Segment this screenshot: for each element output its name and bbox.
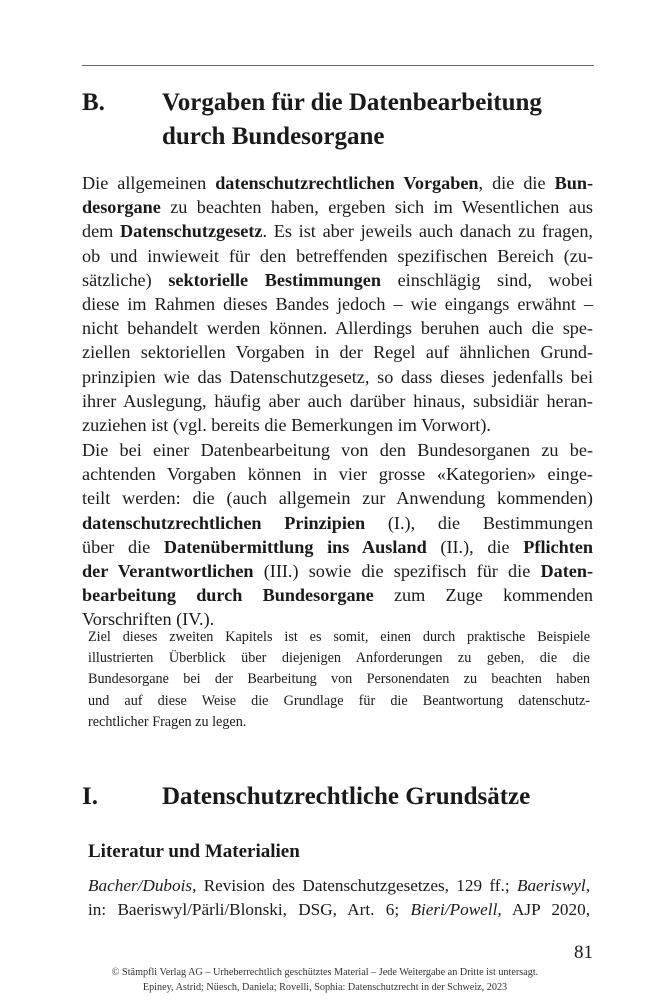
literature-list xyxy=(88,874,590,922)
paragraph-line xyxy=(82,244,593,268)
paragraph-line xyxy=(82,292,593,316)
paragraph-line xyxy=(82,171,593,195)
text-run: sätzliche) xyxy=(82,269,169,290)
paragraph-line xyxy=(82,413,593,437)
paragraph-line xyxy=(82,535,593,559)
bold-term: bearbeitung durch Bundesorgane xyxy=(82,585,374,606)
paragraph-line xyxy=(82,365,593,389)
text-run: diese im Rahmen dieses Bandes jedoch – wie eingangs erwähnt – xyxy=(82,293,593,314)
bold-term: Datenschutzgesetz xyxy=(120,221,263,242)
text-run: zuziehen ist (vgl. bereits die Bemerkungen im Vorwort). xyxy=(82,414,491,435)
text-run: nicht behandelt werden können. Allerdings beruhen auch die spe- xyxy=(82,318,593,339)
author-citation: Baeriswyl xyxy=(516,876,586,895)
note-line: illustrierten Überblick über diejenigen Anforderungen zu geben, die die xyxy=(88,650,590,667)
note-line: Ziel dieses zweiten Kapitels ist es somit, einen durch praktische Beispiele xyxy=(88,629,590,645)
text-run: (III.) sowie die spezifisch für die xyxy=(253,560,541,581)
bold-term: Pflichten xyxy=(523,536,593,557)
citation-footer: Epiney, Astrid; Nüesch, Daniela; Rovelli, Sophia: Datenschutzrecht in der Schweiz, 2023 xyxy=(142,982,508,993)
text-run: ihrer Auslegung, häufig aber auch darüber hinaus, subsidiär heran- xyxy=(82,390,593,411)
author-citation: Bacher/Dubois xyxy=(88,876,193,895)
text-run: , Revision des Datenschutzgesetzes, 129 ff.; xyxy=(192,876,517,895)
chapter-goal-note xyxy=(88,627,590,733)
copyright-footer: © Stämpfli Verlag AG – Urheberrechtlich geschütztes Material – Jede Weitergabe an Dritte ist untersagt. xyxy=(111,967,539,978)
page-number: 81 xyxy=(574,942,593,963)
text-run: über die xyxy=(82,536,164,557)
bold-term: desorgane xyxy=(82,197,161,218)
text-run: Die allgemeinen xyxy=(82,173,216,193)
section-b-number: B. xyxy=(82,89,105,116)
text-run: dem xyxy=(82,221,121,242)
note-line: rechtlicher Fragen zu legen. xyxy=(88,713,247,730)
bold-term: Daten- xyxy=(540,560,593,581)
paragraph-line xyxy=(82,438,593,462)
text-run: zu beachten haben, ergeben sich im Wesentlichen aus xyxy=(160,197,593,218)
section-i-number: I. xyxy=(82,783,98,810)
paragraph-line xyxy=(82,389,593,413)
paragraph-line xyxy=(82,268,593,292)
bold-term: sektorielle Bestimmungen xyxy=(168,269,381,290)
paragraph-1 xyxy=(82,171,593,437)
paragraph-line xyxy=(82,340,593,364)
section-b-title-line1: Vorgaben für die Datenbearbeitung xyxy=(162,89,542,116)
paragraph-line xyxy=(82,486,593,510)
bold-term: Bun- xyxy=(554,173,593,193)
text-run: Die bei einer Datenbearbeitung von den Bundesorganen zu be- xyxy=(82,440,593,460)
header-rule xyxy=(82,65,594,66)
text-run: einschlägig sind, wobei xyxy=(380,269,593,290)
text-run: (I.), die Bestimmungen xyxy=(365,512,593,533)
paragraph-line xyxy=(82,195,593,219)
paragraph-line xyxy=(82,511,593,535)
literature-heading: Literatur und Materialien xyxy=(88,841,300,862)
section-i-title: Datenschutzrechtliche Grundsätze xyxy=(162,783,531,810)
text-run: zum Zuge kommenden xyxy=(373,585,593,606)
paragraph-2 xyxy=(82,438,593,632)
paragraph-line xyxy=(82,559,593,583)
text-run: Vorschriften (IV.). xyxy=(82,609,215,630)
text-run: (II.), die xyxy=(426,536,524,557)
bold-term: datenschutzrechtlichen Vorgaben xyxy=(215,173,479,193)
text-run: AJP 2020, xyxy=(501,900,591,919)
note-line: und auf diese Weise die Grundlage für die Beantwortung datenschutz- xyxy=(88,692,590,709)
literature-line xyxy=(88,898,590,922)
paragraph-line xyxy=(82,462,593,486)
bold-term: Datenübermittlung ins Ausland xyxy=(163,536,427,557)
text-run: , xyxy=(585,876,590,895)
paragraph-line xyxy=(82,316,593,340)
paragraph-line xyxy=(82,583,593,607)
bold-term: der Verantwortlichen xyxy=(82,560,254,581)
section-i-heading xyxy=(82,780,602,814)
section-b-title xyxy=(162,86,602,154)
text-run: prinzipien wie das Datenschutzgesetz, so dass dieses jedenfalls bei xyxy=(82,366,593,387)
paragraph-line xyxy=(82,219,593,243)
text-run: , die die xyxy=(478,173,555,193)
text-run: teilt werden: die (auch allgemein zur Anwendung kommenden) xyxy=(82,488,593,509)
bold-term: datenschutzrechtlichen Prinzipien xyxy=(82,512,366,533)
text-run: . Es ist aber jeweils auch danach zu fragen, xyxy=(262,221,593,242)
text-run: in: Baeriswyl/Pärli/Blonski, DSG, Art. 6; xyxy=(88,900,411,919)
literature-line xyxy=(88,874,590,898)
text-run: ziellen sektoriellen Vorgaben in der Regel auf ähnlichen Grund- xyxy=(82,342,593,363)
section-b-heading xyxy=(82,86,602,156)
section-b-title-line2: durch Bundesorgane xyxy=(162,123,385,150)
author-citation: Bieri/Powell, xyxy=(410,900,502,919)
note-line: Bundesorgane bei der Bearbeitung von Personendaten zu beachten haben xyxy=(88,671,590,688)
text-run: ob und inwieweit für den betreffenden spezifischen Bereich (zu- xyxy=(82,245,593,266)
text-run: achtenden Vorgaben können in vier grosse «Kategorien» einge- xyxy=(82,464,593,485)
